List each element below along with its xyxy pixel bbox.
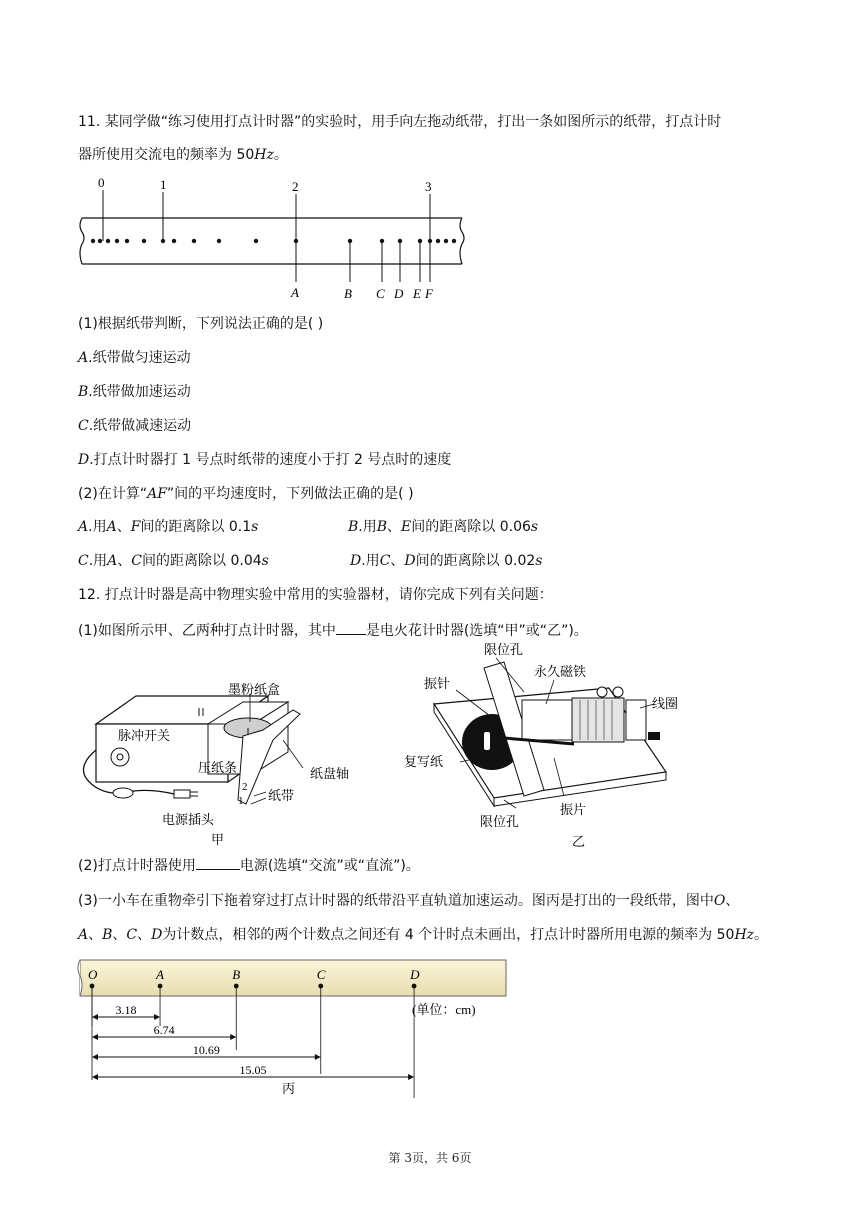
label-num-2: 2 [242,781,248,793]
dimension-label-D: 15.05 [239,1063,267,1077]
tape-bing-figure [76,956,516,1106]
label-maichong-kaiguan: 脉冲开关 [118,728,171,743]
tape-label-3: 3 [425,179,432,194]
answer-blank-2[interactable] [196,854,240,870]
q11-tape-figure [76,174,476,304]
tape-point-label-D: D [410,967,420,982]
tape-label-E: E [413,286,421,301]
label-zhidai: 纸带 [268,788,295,803]
tape-label-1: 1 [160,177,167,192]
q12-sub2: (2)打点计时器使用 电源(选填“交流”或“直流”)。 [78,854,420,876]
arrow-left-D [92,1074,98,1080]
caption-jia: 甲 [211,832,225,847]
q11-option-d: D.打点计时器打 1 号点时纸带的速度小于打 2 号点时的速度 [78,452,452,468]
arrow-right-C [315,1054,321,1060]
q11-sub1: (1)根据纸带判断，下列说法正确的是( ) [78,316,324,332]
label-yazhitiao: 压纸条 [198,760,238,775]
q11-option-b: B.纸带做加速运动 [78,384,191,400]
label-num-1: 1 [238,795,244,807]
q12-sub3-line1: (3)一小车在重物牵引下拖着穿过打点计时器的纸带沿平直轨道加速运动。图丙是打出的一段纸带，图中O、 [78,893,740,909]
q11-sub2-option-b: B.用B、E间的距离除以 0.06s [348,519,539,535]
q11-sub2-option-c: C.用A、C间的距离除以 0.04s [78,553,269,569]
q11-sub2-option-a: A.用A、F间的距离除以 0.1s [78,519,259,535]
label-yongjiu-citie: 永久磁铁 [534,664,587,679]
label-zhipanzhou: 纸盘轴 [310,766,350,781]
dimension-label-A: 3.18 [115,1003,137,1017]
tape-point-label-A: A [156,967,165,982]
label-fuxiezhi: 复写纸 [404,754,444,769]
arrow-right-D [408,1074,414,1080]
q11-sub2: (2)在计算“AF”间的平均速度时，下列做法正确的是( ) [78,486,414,502]
tape-label-C: C [376,286,385,301]
q11-line1: 11. 某同学做“练习使用打点计时器”的实验时，用手向左拖动纸带，打出一条如图所示的纸带，打点计时 [78,114,722,130]
page-footer: 第 3页，共 6页 [388,1151,472,1165]
label-xianquan: 线圈 [652,696,679,711]
q12-sub1: (1)如图所示甲、乙两种打点计时器，其中 是电火花计时器(选填“甲”或“乙”)。 [78,619,588,641]
q11-line2: 器所使用交流电的频率为 50Hz。 [78,147,288,163]
q11-sub2-option-d: D.用C、D间的距离除以 0.02s [350,553,543,569]
dimension-label-C: 10.69 [192,1043,220,1057]
tape-label-B: B [344,286,352,301]
label-dianyuan-chatou: 电源插头 [162,812,215,827]
dimension-label-B: 6.74 [153,1023,175,1037]
tape-point-label-B: B [232,967,241,982]
label-unit-cm: (单位：cm) [412,1002,476,1017]
label-xianweikong-bottom: 限位孔 [480,814,520,829]
arrow-left-A [92,1014,98,1020]
tape-label-A: A [291,285,299,300]
arrow-right-A [154,1014,160,1020]
arrow-left-C [92,1054,98,1060]
q12-sub3-line2: A、B、C、D为计数点，相邻的两个计数点之间还有 4 个计时点未画出，打点计时器所用电源的频率为 50Hz。 [78,927,769,943]
answer-blank-1[interactable] [336,619,366,635]
label-zhenpian: 振片 [560,802,587,817]
tape-label-F: F [425,286,433,301]
q11-option-c: C.纸带做减速运动 [78,418,192,434]
caption-yi: 乙 [572,834,586,849]
caption-bing: 丙 [282,1081,296,1096]
q12-line1: 12. 打点计时器是高中物理实验中常用的实验器材，请你完成下列有关问题： [78,587,553,603]
q11-option-a: A.纸带做匀速运动 [78,350,191,366]
label-zhenzhen: 振针 [424,676,451,691]
tape-label-D: D [394,286,404,301]
label-mofen-zhihe: 墨粉纸盒 [228,682,281,697]
arrow-left-B [92,1034,98,1040]
timer-yi-figure [404,640,694,850]
tape-point-label-C: C [316,967,326,982]
tape-label-0: 0 [98,175,105,190]
tape-label-2: 2 [292,179,299,194]
tape-point-label-O: O [88,967,98,982]
timer-jia-figure [78,680,378,850]
label-xianweikong-top: 限位孔 [484,642,524,657]
arrow-right-B [230,1034,236,1040]
